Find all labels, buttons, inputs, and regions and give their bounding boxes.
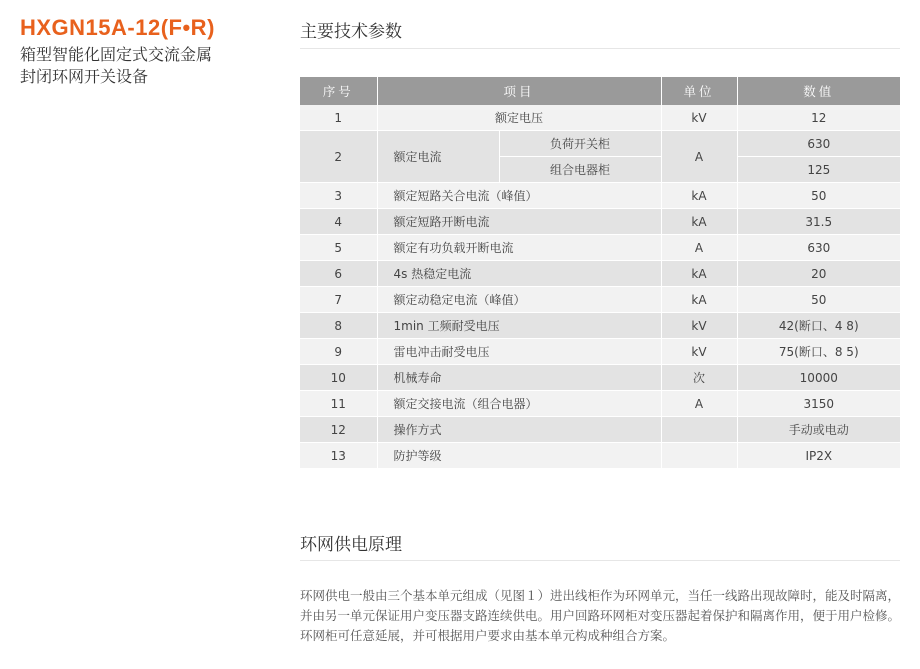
cell-value: 手动或电动 — [737, 417, 900, 443]
params-heading: 主要技术参数 — [300, 22, 402, 42]
spec-table — [300, 77, 900, 469]
header-unit: 单位 — [661, 77, 737, 105]
table-row — [300, 209, 900, 235]
cell-item: 防护等级 — [377, 443, 661, 469]
principle-heading: 环网供电原理 — [300, 535, 402, 555]
table-row — [300, 287, 900, 313]
cell-unit: A — [661, 391, 737, 417]
cell-item: 额定短路开断电流 — [377, 209, 661, 235]
cell-item: 额定短路关合电流（峰值） — [377, 183, 661, 209]
table-row — [300, 235, 900, 261]
table-row — [300, 391, 900, 417]
cell-item: 1min 工频耐受电压 — [377, 313, 661, 339]
cell-no: 11 — [300, 391, 377, 417]
divider — [300, 48, 900, 49]
cell-unit — [661, 417, 737, 443]
cell-item: 额定电流 — [377, 131, 499, 183]
cell-no: 8 — [300, 313, 377, 339]
cell-no: 9 — [300, 339, 377, 365]
cell-unit: kA — [661, 261, 737, 287]
table-row — [300, 105, 900, 131]
cell-unit: kA — [661, 183, 737, 209]
cell-no: 10 — [300, 365, 377, 391]
cell-unit: kV — [661, 105, 737, 131]
header-no: 序号 — [300, 77, 377, 105]
product-subtitle — [20, 44, 280, 88]
cell-item: 额定电压 — [377, 105, 661, 131]
table-header-row — [300, 77, 900, 105]
header-item: 项目 — [377, 77, 661, 105]
product-title: HXGN15A-12(F•R) — [20, 15, 215, 40]
cell-item: 额定交接电流（组合电器） — [377, 391, 661, 417]
cell-no: 3 — [300, 183, 377, 209]
cell-no: 4 — [300, 209, 377, 235]
cell-unit: A — [661, 235, 737, 261]
cell-no: 2 — [300, 131, 377, 183]
principle-paragraph: 环网供电一般由三个基本单元组成（见图１）进出线柜作为环网单元，当任一线路出现故障时，能及时隔离，并由另一单元保证用户变压器支路连续供电。用户回路环网柜对变压器起着保护和隔离作用，便于用户检修。环网柜可任意延展，并可根据用户要求由基本单元构成种组合方案。 — [300, 588, 901, 643]
cell-value: 630 — [737, 131, 900, 157]
table-row — [300, 183, 900, 209]
cell-value: 20 — [737, 261, 900, 287]
cell-unit: kV — [661, 313, 737, 339]
cell-value: 3150 — [737, 391, 900, 417]
cell-unit: kA — [661, 209, 737, 235]
divider — [300, 560, 900, 561]
cell-item: 额定动稳定电流（峰值） — [377, 287, 661, 313]
product-header — [20, 14, 280, 88]
cell-unit: 次 — [661, 365, 737, 391]
cell-no: 13 — [300, 443, 377, 469]
header-value: 数值 — [737, 77, 900, 105]
product-subtitle-line-2: 封闭环网开关设备 — [20, 67, 149, 86]
table-row — [300, 365, 900, 391]
cell-subitem: 组合电器柜 — [499, 157, 661, 183]
cell-item: 额定有功负载开断电流 — [377, 235, 661, 261]
cell-item: 操作方式 — [377, 417, 661, 443]
cell-value: 50 — [737, 183, 900, 209]
cell-no: 12 — [300, 417, 377, 443]
cell-value: IP2X — [737, 443, 900, 469]
cell-item: 机械寿命 — [377, 365, 661, 391]
cell-value: 630 — [737, 235, 900, 261]
cell-no: 7 — [300, 287, 377, 313]
cell-no: 5 — [300, 235, 377, 261]
cell-unit: kV — [661, 339, 737, 365]
cell-value: 42(断口、4 8) — [737, 313, 900, 339]
cell-no: 1 — [300, 105, 377, 131]
cell-value: 75(断口、8 5) — [737, 339, 900, 365]
cell-value: 50 — [737, 287, 900, 313]
cell-value: 31.5 — [737, 209, 900, 235]
product-subtitle-line-1: 箱型智能化固定式交流金属 — [20, 45, 213, 64]
table-row — [300, 443, 900, 469]
table-row — [300, 313, 900, 339]
cell-item: 4s 热稳定电流 — [377, 261, 661, 287]
cell-unit — [661, 443, 737, 469]
table-row — [300, 339, 900, 365]
cell-subitem: 负荷开关柜 — [499, 131, 661, 157]
table-row — [300, 261, 900, 287]
cell-value: 10000 — [737, 365, 900, 391]
table-row — [300, 131, 900, 157]
cell-no: 6 — [300, 261, 377, 287]
cell-unit: A — [661, 131, 737, 183]
cell-unit: kA — [661, 287, 737, 313]
cell-value: 125 — [737, 157, 900, 183]
table-row — [300, 417, 900, 443]
cell-item: 雷电冲击耐受电压 — [377, 339, 661, 365]
cell-value: 12 — [737, 105, 900, 131]
